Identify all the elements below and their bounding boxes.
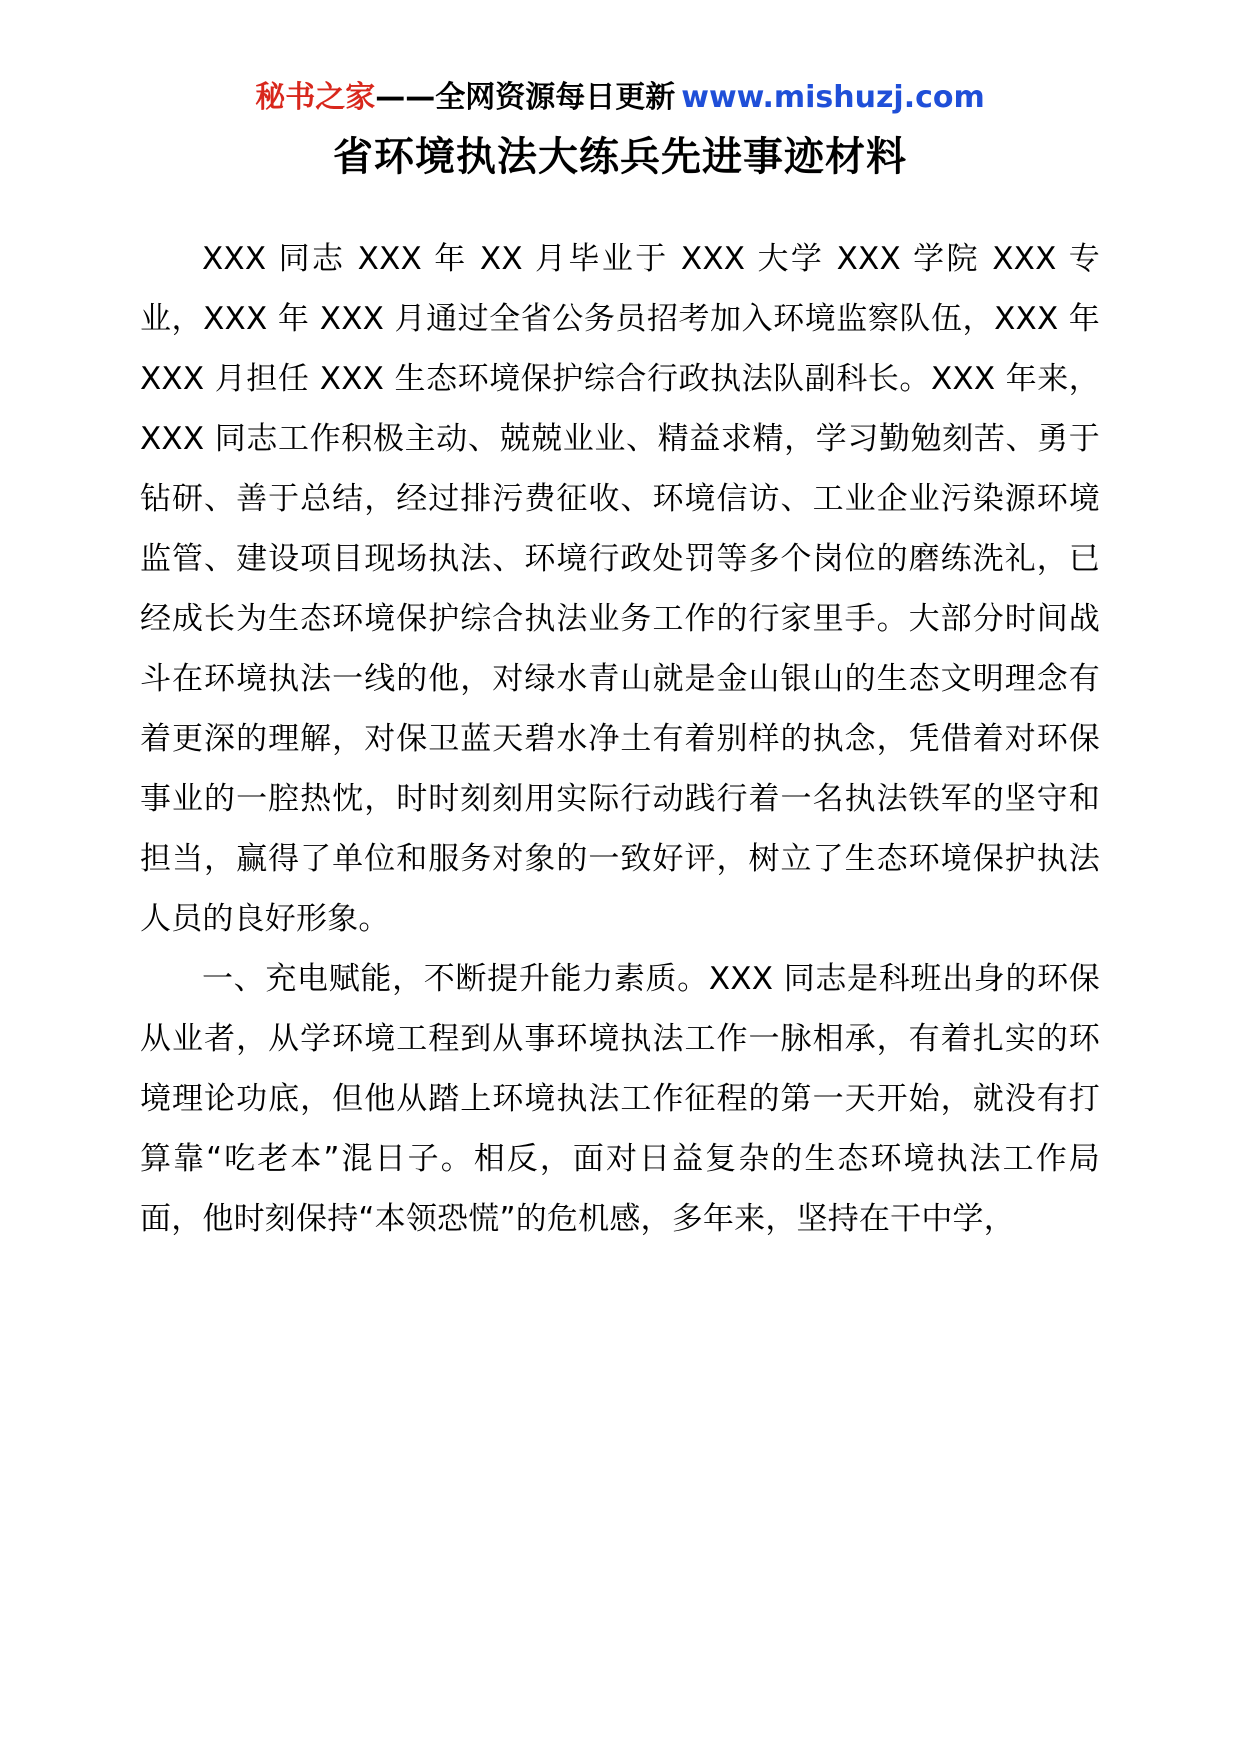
site-url[interactable]: www.mishuzj.com — [681, 80, 985, 115]
paragraph-2: 一、充电赋能，不断提升能力素质。XXX 同志是科班出身的环保从业者，从学环境工程到从事环境执法工作一脉相承，有着扎实的环境理论功底，但他从踏上环境执法工作征程的第一天开始，就没有打算靠“吃老本”混日子。相反，面对日益复杂的生态环境执法工作局面，他时刻保持“本领恐慌”的危机感，多年来，坚持在干中学， — [140, 961, 1100, 1237]
watermark-tagline: 全网资源每日更新 — [435, 80, 676, 115]
page-title: 省环境执法大练兵先进事迹材料 — [333, 134, 907, 180]
paragraph-1: XXX 同志 XXX 年 XX 月毕业于 XXX 大学 XXX 学院 XXX 专业，XXX 年 XXX 月通过全省公务员招考加入环境监察队伍，XXX 年 XXX 月担任 XXX 生态环境保护综合行政执法队副科长。XXX 年来，XXX 同志工作积极主动、兢兢业业、精益求精，学习勤勉刻苦、勇于钻研、善于总结，经过排污费征收、环境信访、工业企业污染源环境监管、建设项目现场执法、环境行政处罚等多个岗位的磨练洗礼，已经成长为生态环境保护综合执法业务工作的行家里手。大部分时间战斗在环境执法一线的他，对绿水青山就是金山银山的生态文明理念有着更深的理解，对保卫蓝天碧水净土有着别样的执念，凭借着对环保事业的一腔热忱，时时刻刻用实际行动践行着一名执法铁军的坚守和担当，赢得了单位和服务对象的一致好评，树立了生态环境保护执法人员的良好形象。 — [140, 241, 1100, 937]
watermark-dash: —— — [375, 80, 436, 115]
document-body — [140, 229, 1100, 1249]
site-watermark — [140, 78, 1100, 117]
site-brand: 秘书之家 — [255, 80, 376, 115]
